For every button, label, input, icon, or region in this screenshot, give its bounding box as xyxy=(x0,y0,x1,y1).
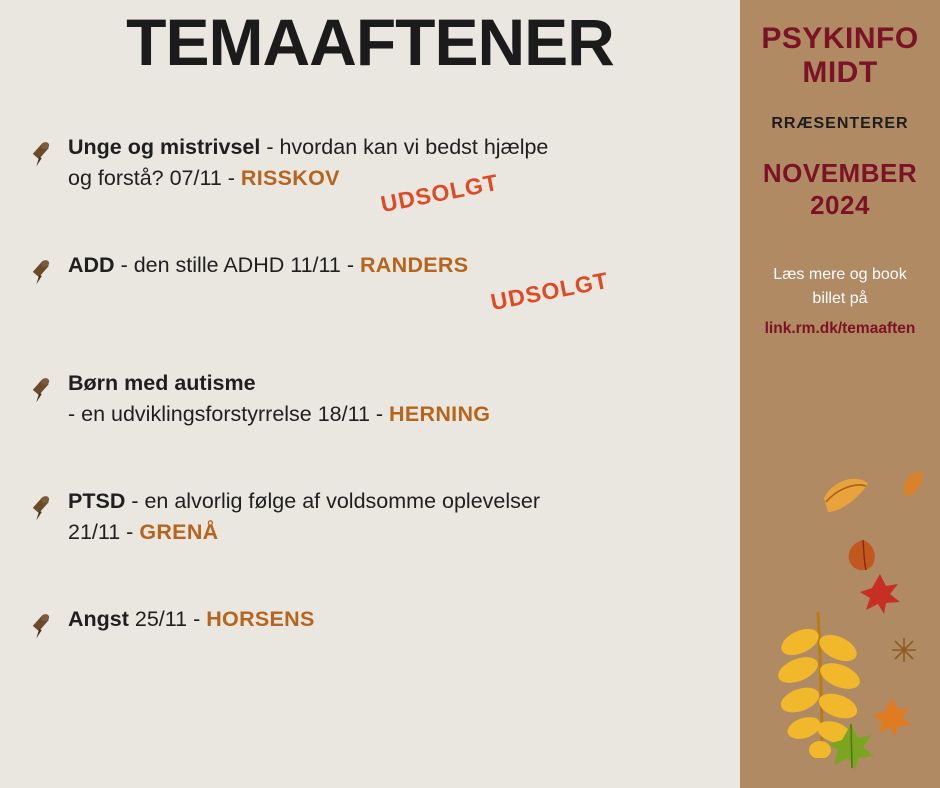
page-title: TEMAAFTENER xyxy=(126,5,614,79)
leaf-icon xyxy=(820,472,872,518)
leaf-icon xyxy=(900,468,926,498)
year-label: 2024 xyxy=(810,189,870,220)
list-item[interactable] xyxy=(0,486,740,604)
leaf-icon xyxy=(858,572,902,616)
pushpin-icon xyxy=(26,138,56,168)
pushpin-icon xyxy=(26,610,56,640)
status-badge: UDSOLGT xyxy=(378,168,501,218)
pushpin-icon xyxy=(26,492,56,522)
booking-info-line-1: Læs mere og book xyxy=(773,265,907,283)
pushpin-icon xyxy=(26,374,56,404)
sidebar xyxy=(740,0,940,788)
month-label: NOVEMBER xyxy=(762,158,918,189)
event-text xyxy=(68,368,724,430)
event-date: og forstå? 07/11 - xyxy=(68,166,241,191)
event-desc: - den stille ADHD 11/11 - xyxy=(114,253,360,277)
leaf-icon xyxy=(846,538,880,574)
event-text xyxy=(68,604,724,635)
event-title: Børn med autisme xyxy=(68,371,256,395)
leaf-icon xyxy=(872,696,912,738)
booking-link[interactable]: link.rm.dk/temaaften xyxy=(764,319,916,337)
event-list xyxy=(0,132,740,722)
event-text xyxy=(68,486,724,548)
event-date: 21/11 - xyxy=(68,520,140,545)
event-desc: - en alvorlig følge af voldsomme oplevelser xyxy=(125,489,540,513)
leaf-icon xyxy=(826,722,876,772)
leaf-icon xyxy=(774,608,864,758)
event-title: PTSD xyxy=(68,489,126,513)
presents-label: RRÆSENTERER xyxy=(771,115,909,133)
event-desc: - hvordan kan vi bedst hjælpe xyxy=(260,135,549,159)
brand-line-1: PSYKINFO xyxy=(761,22,919,55)
leaf-icon xyxy=(890,636,918,664)
list-item[interactable] xyxy=(0,368,740,486)
event-desc: 25/11 - xyxy=(128,607,207,631)
booking-info-line-2: billet på xyxy=(812,289,868,307)
list-item[interactable] xyxy=(0,132,740,250)
booking-info xyxy=(740,263,940,340)
event-text xyxy=(68,250,724,281)
event-line2 xyxy=(68,399,724,430)
event-title: Angst xyxy=(68,607,129,631)
brand-name xyxy=(740,22,940,89)
pushpin-icon xyxy=(26,256,56,286)
event-line2 xyxy=(68,517,724,548)
event-city: RANDERS xyxy=(359,253,469,277)
event-text xyxy=(68,132,724,194)
event-title: ADD xyxy=(68,253,115,277)
event-date: - en udviklingsforstyrrelse 18/11 - xyxy=(68,402,390,427)
event-city: HORSENS xyxy=(206,607,315,631)
brand-line-2: MIDT xyxy=(802,55,878,89)
event-city: RISSKOV xyxy=(240,166,340,191)
event-city: HERNING xyxy=(389,402,491,427)
event-city: GRENÅ xyxy=(139,520,219,545)
list-item[interactable] xyxy=(0,604,740,722)
status-badge: UDSOLGT xyxy=(488,266,611,316)
list-item[interactable] xyxy=(0,250,740,368)
event-title: Unge og mistrivsel xyxy=(68,135,261,159)
